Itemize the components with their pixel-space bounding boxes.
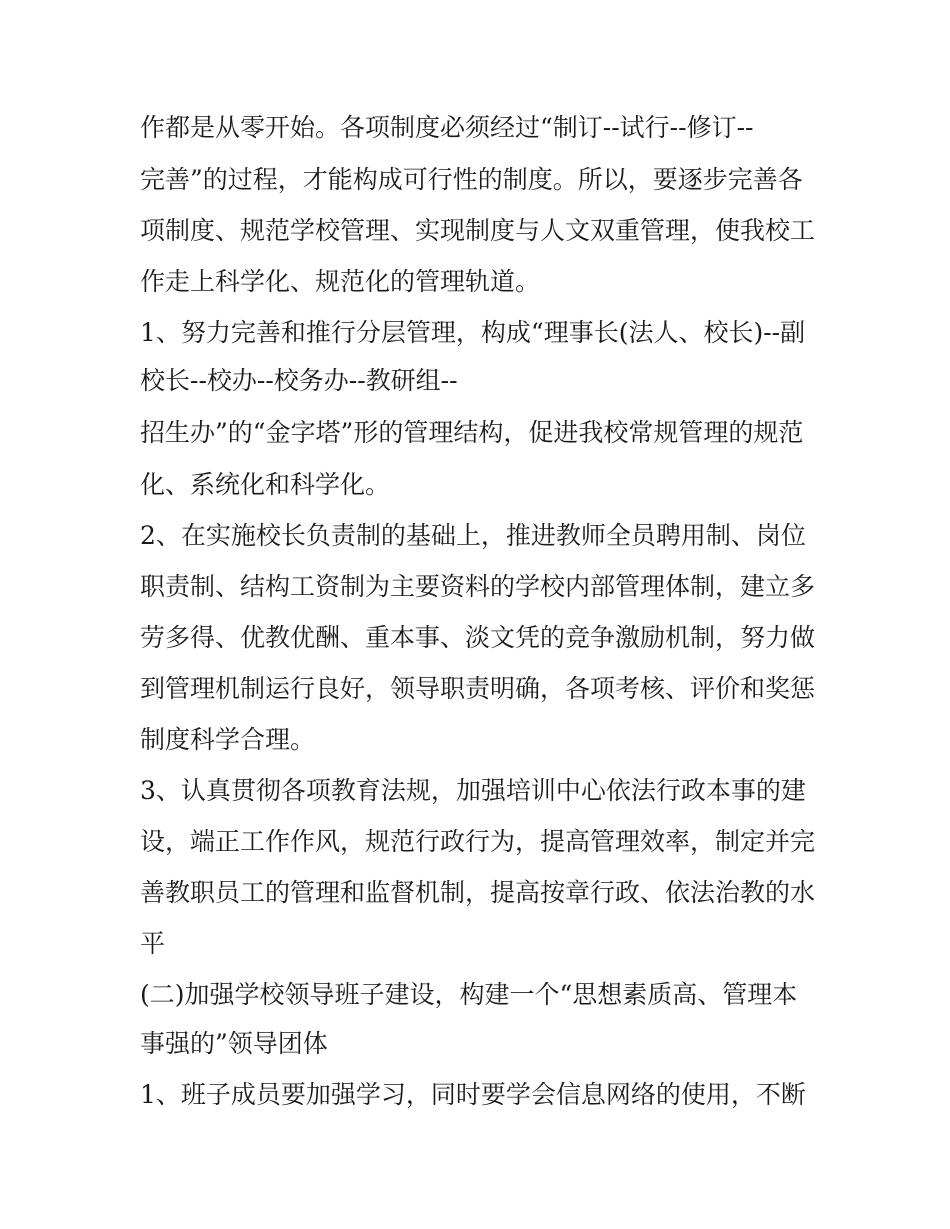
text-line-11: 劳多得、优教优酬、重本事、淡文凭的竞争激励机制，努力做 xyxy=(140,623,816,652)
text-line-20: 1、班子成员要加强学习，同时要学会信息网络的使用，不断 xyxy=(140,1080,806,1109)
text-line-9: 2、在实施校长负责制的基础上，推进教师全员聘用制、岗位 xyxy=(140,521,806,550)
text-line-6: 校长--校办--校务办--教研组-- xyxy=(140,366,458,395)
text-line-13: 制度科学合理。 xyxy=(140,725,316,754)
text-line-15: 设，端正工作作风，规范行政行为，提高管理效率，制定并完 xyxy=(140,827,816,856)
text-line-2: 完善”的过程，才能构成可行性的制度。所以，要逐步完善各 xyxy=(140,165,803,194)
text-line-7: 招生办”的“金字塔”形的管理结构，促进我校常规管理的规范 xyxy=(140,418,804,447)
text-line-19: 事强的”领导团体 xyxy=(140,1029,328,1058)
text-line-18: (二)加强学校领导班子建设，构建一个“思想素质高、管理本 xyxy=(140,980,798,1009)
text-line-8: 化、系统化和科学化。 xyxy=(140,470,391,499)
text-line-17: 平 xyxy=(140,929,166,958)
text-line-16: 善教职员工的管理和监督机制，提高按章行政、依法治教的水 xyxy=(140,878,816,907)
text-line-1: 作都是从零开始。各项制度必须经过“制订--试行--修订-- xyxy=(140,113,754,142)
text-line-5: 1、努力完善和推行分层管理，构成“理事长(法人、校长)--副 xyxy=(140,318,806,347)
text-line-4: 作走上科学化、规范化的管理轨道。 xyxy=(140,267,541,296)
text-line-10: 职责制、结构工资制为主要资料的学校内部管理体制，建立多 xyxy=(140,572,816,601)
text-line-14: 3、认真贯彻各项教育法规，加强培训中心依法行政本事的建 xyxy=(140,776,806,805)
text-line-3: 项制度、规范学校管理、实现制度与人文双重管理，使我校工 xyxy=(140,216,816,245)
text-line-12: 到管理机制运行良好，领导职责明确，各项考核、评价和奖惩 xyxy=(140,674,816,703)
